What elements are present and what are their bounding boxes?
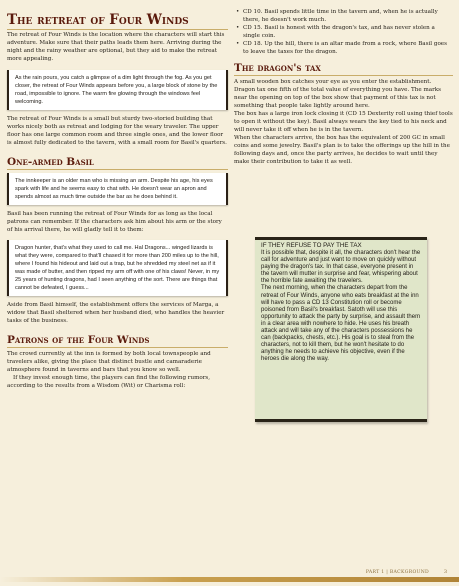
- right-column: [234, 9, 453, 166]
- tax-paragraph-1: A small wooden box catches your eye as you enter the establishment. Dragon tax one fifth of the total value of everything you have. The marks near the opening on top of the box show that payment of this tax is not something that people take lightly around here.: [234, 79, 442, 110]
- rumor-list: [234, 9, 453, 56]
- section-title-retreat: The retreat of Four Winds: [7, 13, 228, 30]
- page-number: 3: [443, 569, 447, 575]
- section-title-dragon-tax: The dragon's tax: [234, 62, 453, 76]
- section-title-patrons: Patrons of the Four Winds: [7, 334, 228, 348]
- bullet-icon: •: [236, 24, 240, 31]
- rumor-item: • CD 10. Basil spends little time in the tavern and, when he is actually there, he doesn't work much.: [236, 9, 438, 23]
- rumor-item: • CD 18. Up the hill, there is an altar made from a rock, where Basil goes to leave the taxes for the dragon.: [236, 40, 447, 55]
- building-paragraph: The retreat of Four Winds is a small but sturdy two-storied building that works nicely both as retreat and lodging for the weary traveler. The upper floor has one large common room and three single ones, and the lower floor is almost fully dedicated to the tavern, with a small room for Basil's quarters.: [7, 116, 227, 146]
- patrons-paragraph: The crowd currently at the inn is formed by both local townspeople and travelers alike, giving the place that distinct bustle and camaraderie atmosphere found in taverns and bars that you know so well.: [7, 350, 211, 373]
- read-aloud-text: The innkeeper is an older man who is missing an arm. Despite his age, his eyes spark with life and he seems easy to chat with. He doesn't wear an apron and spends almost as much time outside the bar as he does behind it.: [15, 177, 213, 200]
- aside-paragraph: Aside from Basil himself, the establishment offers the services of Marga, a widow that Basil sheltered when her husband died, who handles the heavier tasks of the business.: [7, 302, 225, 324]
- page-footer: [0, 562, 459, 586]
- bullet-icon: •: [236, 9, 240, 15]
- footer-label: PART 1 | BACKGROUND: [365, 570, 429, 575]
- rumor-item: • CD 15. Basil is honest with the dragon's tax, and has never stolen a single coin.: [236, 24, 435, 39]
- sidebar-refuse-tax: [255, 237, 427, 422]
- sidebar-title: IF THEY REFUSE TO PAY THE TAX: [261, 242, 362, 249]
- left-column: [7, 0, 228, 390]
- bullet-icon: •: [236, 40, 240, 47]
- tax-paragraph-3: When the characters arrive, the box has the equivalent of 200 GC in small coins and some jewelry. Basil's plan is to take the offerings up the hill in the following days and, once the party arrives, he decides to wait until they make their contribution to take it as well.: [234, 134, 450, 165]
- intro-paragraph: The retreat of Four Winds is the location where the characters will start this adventure. Make sure that their paths leads them here. Arriving during the night and the rainy weather are optional, but they aid to make the retreat more appealing.: [7, 32, 225, 62]
- basil-paragraph: Basil has been running the retreat of Four Winds for as long as the local patrons can remember. If the characters ask him about his arm or the story of his arrival there, he will gladly tell it to them:: [7, 210, 222, 233]
- read-aloud-box-arrival: [7, 70, 228, 110]
- sidebar-paragraph-1: It is possible that, despite it all, the characters don't hear the call for adventure and just want to move on quickly without paying the dragon's tax. In that case, everyone present in the tavern will mutter in surprise and fear, whispering about the horrible fate awaiting the travelers.: [261, 250, 421, 285]
- tax-paragraph-2: The box has a large iron lock closing it (CD 15 Dexterity roll using thief tools to open it without the key). Basil always wears the key tied to his neck and will never take it off when he is in the tavern.: [234, 111, 453, 133]
- patrons-paragraph-2: If they invest enough time, the players can find the following rumors, according to the results from a Wisdom (Wit) or Charisma roll:: [7, 374, 211, 389]
- footer-bar: [0, 577, 459, 582]
- read-aloud-text: Dragon hunter, that's what they used to call me. Hal Dragons... winged lizards is what they were, compared to that'll chased it for more than 200 miles up to the hill, where I found his hideout and laid out a trap, but he shredded my steel net as if it was made of butter, and then ripped my arm off with one of his claws! Never, in my 25 years of hunting dragons, had I seen anything of the sort. There are things that cannot be defeated, I guess...: [15, 244, 220, 292]
- read-aloud-text: As the rain pours, you catch a glimpse of a dim light through the fog. As you get closer, the retreat of Four Winds appears before you, a large block of stone by the road, impossible to ignore. The warm fire glowing through the windows feel welcoming.: [15, 74, 218, 105]
- read-aloud-box-dragon-story: [7, 240, 228, 297]
- section-title-basil: One-armed Basil: [7, 156, 228, 170]
- read-aloud-box-innkeeper: [7, 173, 228, 205]
- sidebar-paragraph-2: The next morning, when the characters depart from the retreat of Four Winds, anyone who eats breakfast at the inn will have to pass a CD 13 Constitution roll or become poisoned from Basil's breakfast. Satoth will use this opportunity to attack the party by surprise, and assault them in a clear area with nowhere to hide. He uses his breath attack and will take any of the characters possessions he can (backpacks, chests, etc.). His goal is to steal from the characters, not to kill them, but he won't hesitate to do anything he needs to achieve his objective, even if the heroes die along the way.: [261, 285, 421, 363]
